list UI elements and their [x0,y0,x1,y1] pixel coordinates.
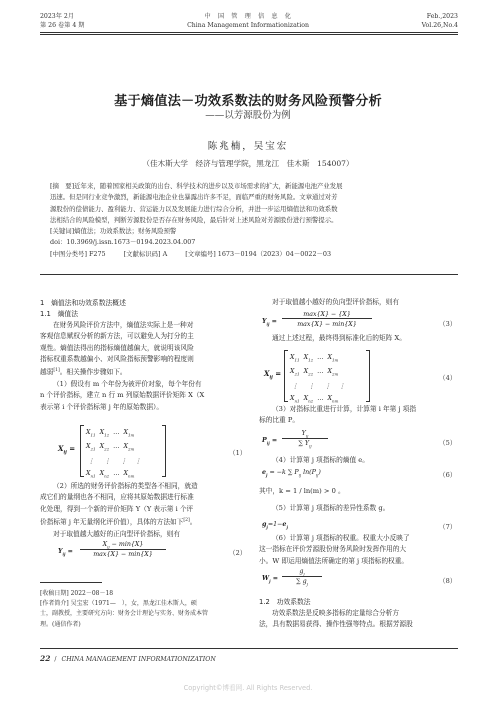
eq5-denominator: ∑ $Y_{ij}$ [298,440,312,449]
eq8-denominator: ∑ $g_j$ [296,578,308,587]
text-line: （4）计算第 j 项指标的熵值 e。 [272,456,369,464]
equation-6: $e_j = -k$ ∑ $P_{ij}$ $\ln(P_{ij})$ [262,469,321,478]
bracket-right [366,350,370,402]
right-paragraph-4 [259,455,459,466]
text-line: （2）所选的财务评价指标的类型各不相同，就造 [53,482,198,490]
text-line: 法，具有数据易获得、操作性强等特点。根据芳源股 [259,620,413,629]
text-line: 这一指标在评价芳源股份财务风险时发挥作用的大 [259,545,407,554]
author-bio-line: 理。(通信作者) [40,620,81,628]
received-date: [收稿日期] 2022－08－18 [40,590,114,597]
footer: 22 / CHINA MANAGEMENT INFORMATIONIZATION [40,654,216,663]
abstract-block [50,181,448,260]
footnote-rule [40,582,102,583]
equation-1-number: （1） [229,449,247,457]
header-issue-en: Vol.26,No.4 [421,22,458,29]
eq2-numerator: $X_{ij} - \min\{X\}$ [80,541,166,550]
text-line: 标的比重 P。 [259,416,300,425]
eq3-denominator: max{X} − min{X} [297,321,357,328]
eq5-lhs: $P_{ij}$ = [262,437,278,446]
text-line: 越弱 [40,368,54,377]
text-line: 通过上述过程，最终得到标准化后的矩阵 X。 [272,334,406,342]
text-line: 成它们的量纲也各不相同，应将其原始数据进行标准 [40,493,194,502]
text-line: 。 [189,518,197,527]
header-issue-cn: 第 26 卷第 4 期 [40,22,85,29]
equation-3-number: （3） [439,320,457,328]
header-date-en: Feb.,2023 [426,13,458,20]
right-paragraph-3 [259,404,459,427]
abstract-line-2: 迅速。但是同行业竞争激烈，新能源电池企业也暴露出许多不足，面临严重的财务风险。文章通过对芳 [50,193,338,202]
doi: doi：10.3969/j.issn.1673－0194.2023.04.007 [50,238,196,247]
eq3-numerator: max{X} − {X} [282,311,372,319]
right-paragraph-5 [259,486,459,515]
author-bio-line: 士，副教授，主要研究方向：财务会计理论与实务、财务成本管 [40,610,209,618]
text-line: 小。W 即运用熵值法所确定的第 j 项指标的权重。 [259,556,409,565]
abstract-line-4: 法相结合的风险模型，判断芳源股份是否存在财务风险，最后针对上述风险对芳源股份进行预警提示。 [50,215,338,224]
text-line: （5）计算第 j 项指标的差异性系数 g。 [272,504,390,513]
text-line: 功效系数法是反映多指标的定量综合分析方 [272,609,400,617]
text-line: 表示第 i 个评价指标第 j 年的原始数据）。 [40,402,164,411]
keywords-label: [关键词] [50,227,75,236]
text-line: （3）对指标比重进行计算，计算第 i 年第 j 项指 [272,405,417,413]
bracket-right [162,425,166,477]
footnotes [40,589,252,630]
text-line: 指标权重系数越偏小、对风险指标预警影响的程度则 [40,355,194,364]
text-line: 其中，k = 1 / ln(m) > 0 。 [259,487,345,495]
equation-2-number: （2） [229,549,247,557]
equation-4-matrix [264,348,414,402]
right-paragraph-1 [259,297,459,308]
header-rule-thin [40,34,458,35]
text-line: 对于取值越大越好的正向型评价指标，则有 [53,529,181,538]
matrix-symbol: $X_{ij}$ = [264,369,282,381]
eq3-lhs: $Y_{ij}$ = [262,318,277,327]
left-paragraph-2 [40,481,248,540]
matrix-symbol: $X_{ij}$ = [58,444,76,456]
text-line: n 个评价指标，建立 n 行 m 列原始数据评价矩阵 X（X [40,391,205,400]
equation-4-number: （4） [439,374,457,382]
equation-5-number: （5） [439,439,457,447]
footer-rule [40,648,458,649]
eq8-lhs: $W_j$ = [262,575,278,584]
abstract-line-1: 近年来，随着国家相关政策的出台、科学技术的进步以及市场需求的扩大，新能源电池产业发展 [74,182,343,190]
text-line: 客观信息赋权分析的新方法，可以避免人为打分的主 [40,332,194,341]
citation-2: [2] [183,518,190,524]
section-1-heading: 1 熵值法和功效系数法概述 [40,299,126,307]
page-number: 22 [40,654,51,663]
paper-title: 基于熵值法－功效系数法的财务风险预警分析 [114,94,382,109]
eq8-numerator: $g_j$ [282,568,322,577]
equation-6-number: （6） [439,471,457,479]
article-number: [文章编号] 1673－0194（2023）04－0022－03 [185,249,332,258]
matrix-entries: $X_{11}$ $X_{12}$ … $X_{1m}$ $X_{21}$ $X_{22}$ … $X_{2m}$ ⋮ ⋮ ⋮ ⋮ $X_{n1}$ $X_{n2}$ … $X_{nm}$ [290,354,346,403]
footer-journal: CHINA MANAGEMENT INFORMATIONIZATION [61,656,216,663]
right-paragraph-6 [259,533,459,567]
header-journal-cn: 中 国 管 理 信 息 化 [204,13,292,20]
eq5-numerator: $Y_{ij}$ [282,430,328,439]
text-line: 观性。熵值法得出的指标熵值越偏大，就说明该风险 [40,343,194,352]
equation-7: $g_j=1-e_j$ [262,521,288,530]
text-line: 化处理，得到一个新的评价矩阵 Y（Y 表示第 i 个评 [40,504,194,513]
text-line: （6）计算第 j 项指标的权重。权重大小反映了 [272,534,410,542]
header-rule [40,32,458,33]
keywords: 熵值法；功效系数法；财务风险预警 [74,227,177,236]
equation-1-matrix [58,423,212,478]
paper-authors: 陈兆楠，吴宝宏 [207,141,289,152]
section-1-2-heading: 1.2 功效系数法 [259,598,311,606]
copyright-watermark: Copyright©博看网. All Rights Reserved. [183,684,313,692]
citation-1: [1] [53,368,60,374]
abstract-label: [摘 要] [50,182,75,190]
clc-number: [中图分类号] F275 [50,249,106,258]
section-1-1-heading: 1.1 熵值法 [40,310,78,318]
abstract-rule [40,274,458,275]
document-code: [文献标识码] A [123,249,168,258]
right-paragraph-7 [259,608,459,631]
paper-subtitle: ——以芳源股份为例 [205,110,291,121]
abstract-line-3: 源股份的偿债能力、盈利能力、营运能力以及发展能力进行综合分析，并进一步运用熵值法和功效系数 [50,204,338,213]
text-line: 在财务风险评价方法中，熵值法实际上是一种对 [53,321,194,329]
author-bio-line: [作者简介] 吴宝宏（1971— ），女，黑龙江佳木斯人，硕 [40,600,197,608]
eq2-lhs: $Y_{ij}$ = [58,548,73,557]
text-line: 。相关操作步骤如下。 [59,368,127,377]
header-date-cn: 2023年 2月 [40,13,75,20]
left-paragraph-1 [40,320,248,413]
text-line: 对于取值越小越好的负向型评价指标，则有 [272,298,400,306]
bracket-left [284,350,288,402]
equation-7-number: （7） [439,523,457,531]
text-line: （1）假设有 m 个年份为被评价对象，每个年份有 [53,379,202,388]
bracket-left [80,425,84,477]
text-line: 价指标第 j 年无量纲化评价值），具体的方法如下 [40,518,184,527]
paper-affiliation: （佳木斯大学 经济与管理学院，黑龙江 佳木斯 154007） [142,159,354,168]
header-journal-en: China Management Informationization [187,22,309,29]
right-paragraph-2 [259,333,459,344]
eq2-denominator: max{X} − min{X} [93,551,153,558]
matrix-entries: $X_{11}$ $X_{12}$ … $X_{1m}$ $X_{21}$ $X_{22}$ … $X_{2m}$ ⋮ ⋮ ⋮ ⋮ $X_{n1}$ $X_{n2}$ … $X_{nm}$ [86,429,142,478]
equation-8-number: （8） [439,577,457,585]
